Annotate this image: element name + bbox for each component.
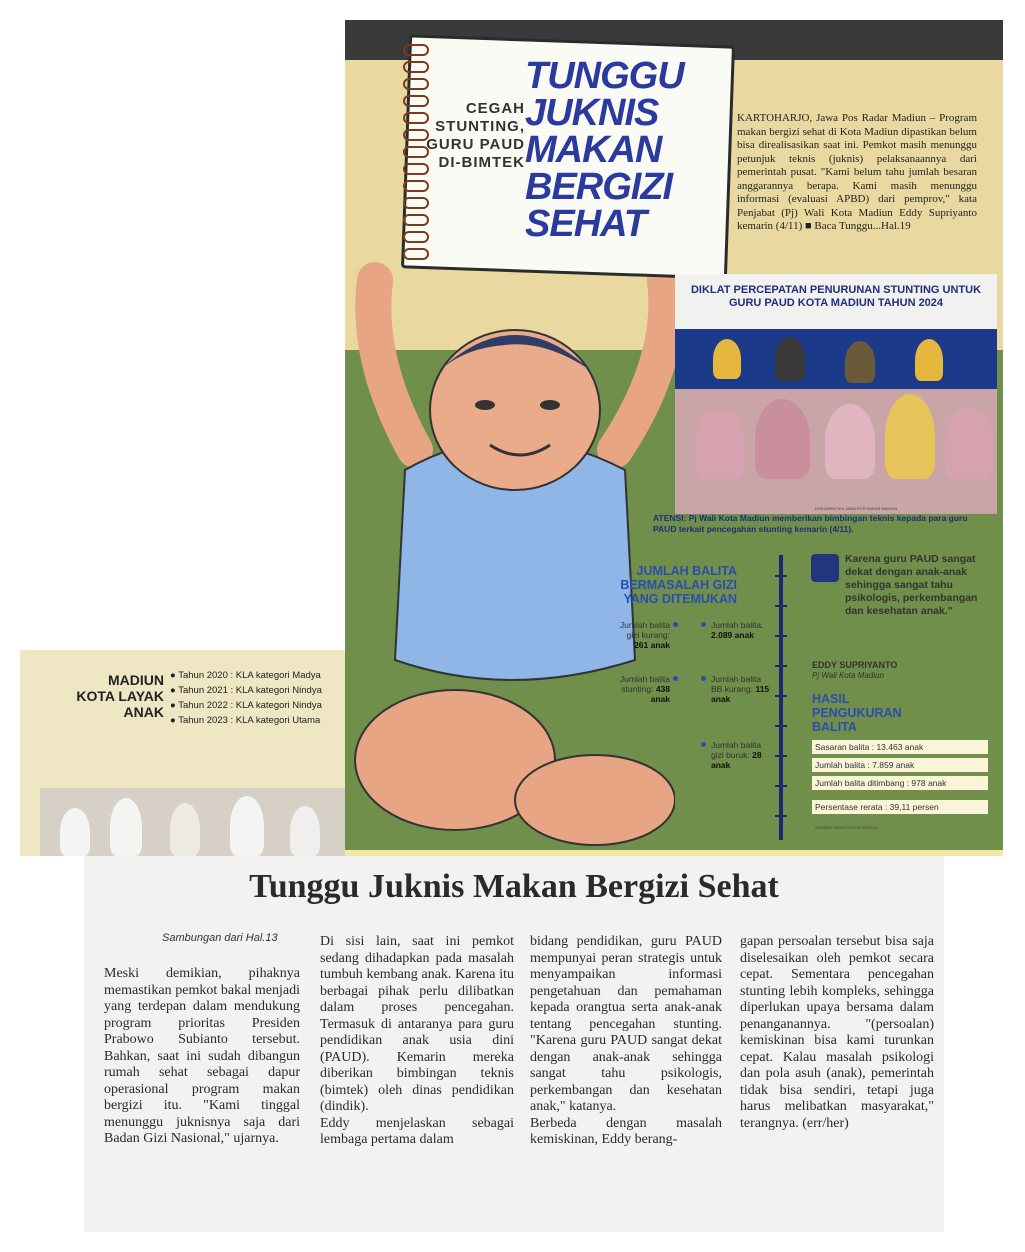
- article-title: Tunggu Juknis Makan Bergizi Sehat: [249, 868, 779, 905]
- stat-dot: [673, 676, 678, 681]
- feature-clipping: [345, 20, 1003, 856]
- kla-item: ● Tahun 2022 : KLA kategori Nindya: [170, 700, 322, 711]
- continuation-article: [84, 856, 944, 1232]
- stat-dot: [701, 676, 706, 681]
- measurement-row: Jumlah balita : 7.859 anak: [812, 758, 988, 772]
- pull-quote: Karena guru PAUD sangat dekat dengan anak-anak sehingga sangat tahu psikologis, perkembangan dan kesehatan anak.": [845, 553, 978, 617]
- main-title: TUNGGU JUKNIS MAKAN BERGIZI SEHAT: [525, 55, 684, 245]
- kla-item: ● Tahun 2023 : KLA kategori Utama: [170, 715, 321, 726]
- intro-paragraph: KARTOHARJO, Jawa Pos Radar Madiun – Program makan bergizi sehat di Kota Madiun dipastikan belum bisa direalisasikan saat ini. Pemkot masih menunggu petunjuk teknis (juknis) pelaksanaannya dari pemerintah pusat. "Kami belum tahu jumlah besaran anggarannya berapa. Kami masih menunggu informasi (evaluasi APBD) dari pemprov," kata Penjabat (Pj) Wali Kota Madiun Eddy Supriyanto kemarin (4/11) ■ Baca Tunggu...Hal.19: [737, 112, 977, 232]
- notebook-coil: [403, 44, 423, 274]
- stat-item: Jumlah balita stunting: 438 anak: [619, 674, 670, 704]
- ceremony-photo: [40, 788, 345, 856]
- stats-title: JUMLAH BALITA BERMASALAH GIZI YANG DITEMUKAN: [620, 564, 737, 606]
- stat-item: Jumlah balita gizi buruk: 28 anak: [711, 740, 762, 770]
- photo-heading: DIKLAT PERCEPATAN PENURUNAN STUNTING UNTUK GURU PAUD KOTA MADIUN TAHUN 2024: [675, 274, 997, 334]
- photo-credit: DOKUMENTASI JAWA POS RADAR MADIUN: [815, 506, 898, 511]
- source-note: SUMBER: DINKES KOTA MADIUN: [815, 825, 878, 830]
- stat-dot: [701, 742, 706, 747]
- measurement-row: Persentase rerata : 39,11 persen: [812, 800, 988, 814]
- stat-item: Jumlah balita BB kurang: 115 anak: [711, 674, 770, 704]
- measurement-title: HASIL PENGUKURAN BALITA: [812, 692, 902, 734]
- stat-item: Jumlah balita gizi kurang: 261 anak: [619, 620, 670, 650]
- event-photo: [675, 274, 997, 514]
- kla-item: ● Tahun 2020 : KLA kategori Madya: [170, 670, 321, 681]
- measurement-row: Jumlah balita ditimbang : 978 anak: [812, 776, 988, 790]
- baby-illustration: [345, 240, 675, 856]
- article-column-4: gapan persoalan tersebut bisa saja diselesaikan oleh pemkot secara cepat. Sementara pencegahan stunting lebih kompleks, sehingga diperlukan upaya bersama dalam penanganannya. "(persoalan) kemiskinan bisa kami turunkan cepat. Kalau masalah psikologi dan pola asuh (anak), pemerintah tidak bisa sendiri, tetapi juga harus melibatkan masyarakat," terangnya. (err/her): [740, 934, 934, 1131]
- photo-audience: [675, 389, 997, 514]
- stat-dot: [701, 622, 706, 627]
- photo-caption: ATENSI: Pj Wali Kota Madiun memberikan bimbingan teknis kepada para guru PAUD terkait pencegahan stunting kemarin (4/11).: [653, 513, 968, 534]
- stat-item: Jumlah balita: 2.089 anak: [711, 620, 764, 640]
- kla-title: MADIUN KOTA LAYAK ANAK: [76, 672, 164, 720]
- continuation-note: Sambungan dari Hal.13: [162, 932, 278, 944]
- article-column-1: Meski demikian, pihaknya memastikan pemkot bakal menjadi yang terdepan dalam mendukung program prioritas Presiden Prabowo Subianto tersebut. Bahkan, saat ini sudah dibangun rumah sehat sebagai dapur operasional program makan bergizi itu. "Kami tinggal menunggu juknisnya saja dari Badan Gizi Nasional," ujarnya.: [104, 966, 300, 1146]
- photo-stage: [675, 329, 997, 389]
- quote-author-title: Pj Wali Kota Madiun: [812, 671, 884, 680]
- side-title: CEGAH STUNTING, GURU PAUD DI-BIMTEK: [426, 100, 525, 171]
- stat-dot: [673, 622, 678, 627]
- kla-item: ● Tahun 2021 : KLA kategori Nindya: [170, 685, 322, 696]
- quote-icon: [811, 554, 839, 582]
- measurement-row: Sasaran balita : 13.463 anak: [812, 740, 988, 754]
- kla-clipping: [20, 650, 345, 856]
- article-column-3: bidang pendidikan, guru PAUD mempunyai peran strategis untuk menyampaikan informasi pengetahuan dan pemahaman kepada orangtua serta anak-anak tentang pencegahan stunting. "Karena guru PAUD sangat dekat dengan anak-anak sehingga sangat tahu psikologis, perkembangan dan kesehatan anak," katanya. Berbeda dengan masalah kemiskinan, Eddy berang-: [530, 934, 722, 1147]
- article-column-2: Di sisi lain, saat ini pemkot sedang dihadapkan pada masalah tumbuh kembang anak. Karena itu berbagai pihak perlu dilibatkan dalam proses pencegahan. Termasuk di antaranya para guru pendidikan anak usia dini (PAUD). Kemarin mereka diberikan bimbingan teknis (bimtek) oleh dinas pendidikan (dindik). Eddy menjelaskan sebagai lembaga pertama dalam: [320, 934, 514, 1147]
- quote-author: EDDY SUPRIYANTO: [812, 660, 898, 670]
- stats-timeline: [779, 555, 783, 840]
